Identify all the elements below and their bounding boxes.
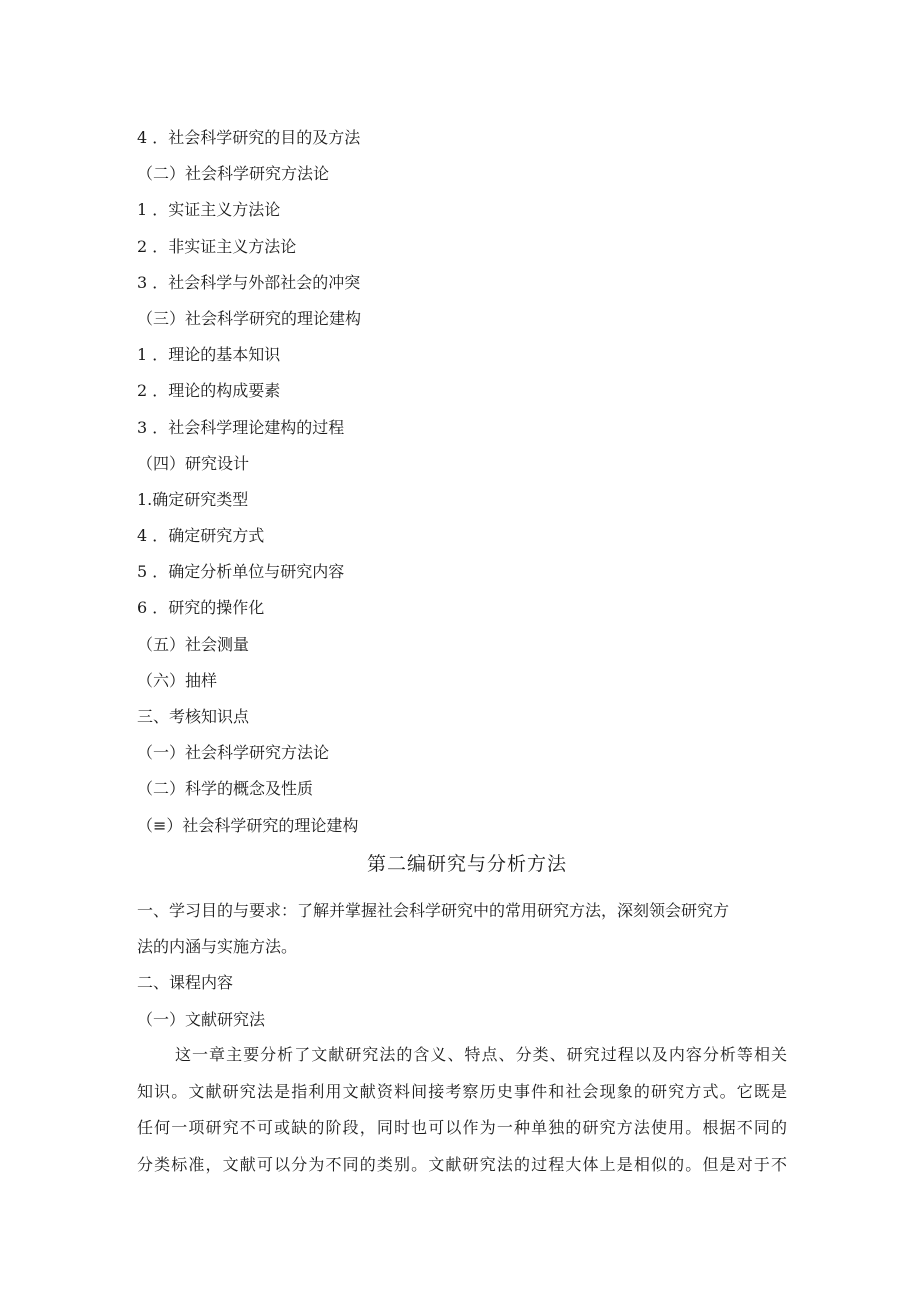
outline-item: （一）社会科学研究方法论 (137, 743, 330, 763)
outline-item: 1.确定研究类型 (137, 489, 249, 509)
paragraph-line: 分类标准，文献可以分为不同的类别。文献研究法的过程大体上是相似的。但是对于不 (137, 1154, 787, 1174)
body-line: 二、课程内容 (137, 973, 234, 993)
outline-item: （≡）社会科学研究的理论建构 (137, 815, 359, 835)
outline-item: 4 ．社会科学研究的目的及方法 (137, 128, 361, 147)
outline-item: （二）社会科学研究方法论 (137, 164, 330, 184)
outline-item: （二）科学的概念及性质 (137, 779, 314, 799)
outline-item: （五）社会测量 (137, 634, 250, 654)
outline-item: 1 ．实证主义方法论 (137, 200, 281, 220)
outline-item: 2 ．理论的构成要素 (137, 381, 281, 401)
paragraph-line: 这一章主要分析了文献研究法的含义、特点、分类、研究过程以及内容分析等相关 (175, 1045, 787, 1064)
section-body (137, 893, 797, 1038)
outline-item: 1 ．理论的基本知识 (137, 345, 281, 365)
section-heading: 第二编研究与分析方法 (366, 853, 567, 875)
paragraph-line: 任何一项研究不可或缺的阶段，同时也可以作为一种单独的研究方法使用。根据不同的 (137, 1118, 787, 1138)
outline-item: 2 ．非实证主义方法论 (137, 236, 297, 256)
outline-item: （四）研究设计 (137, 453, 250, 473)
outline-item: 6 ．研究的操作化 (137, 598, 265, 618)
body-line: （一）文献研究法 (137, 1009, 266, 1029)
outline-item: 3 ．社会科学理论建构的过程 (137, 417, 345, 437)
outline-list (137, 120, 797, 844)
paragraph-line: 知识。文献研究法是指利用文献资料间接考察历史事件和社会现象的研究方式。它既是 (137, 1081, 787, 1101)
outline-item: 3 ．社会科学与外部社会的冲突 (137, 272, 361, 292)
outline-item: （六）抽样 (137, 670, 218, 690)
body-line: 法的内涵与实施方法。 (137, 937, 298, 957)
outline-item: 三、考核知识点 (137, 707, 250, 726)
outline-item: （三）社会科学研究的理论建构 (137, 308, 362, 328)
outline-item: 4 ．确定研究方式 (137, 526, 265, 546)
outline-item: 5 ．确定分析单位与研究内容 (137, 562, 345, 582)
body-line: 一、学习目的与要求：了解并掌握社会科学研究中的常用研究方法，深刻领会研究方 (137, 901, 730, 920)
body-paragraph (137, 1037, 787, 1183)
